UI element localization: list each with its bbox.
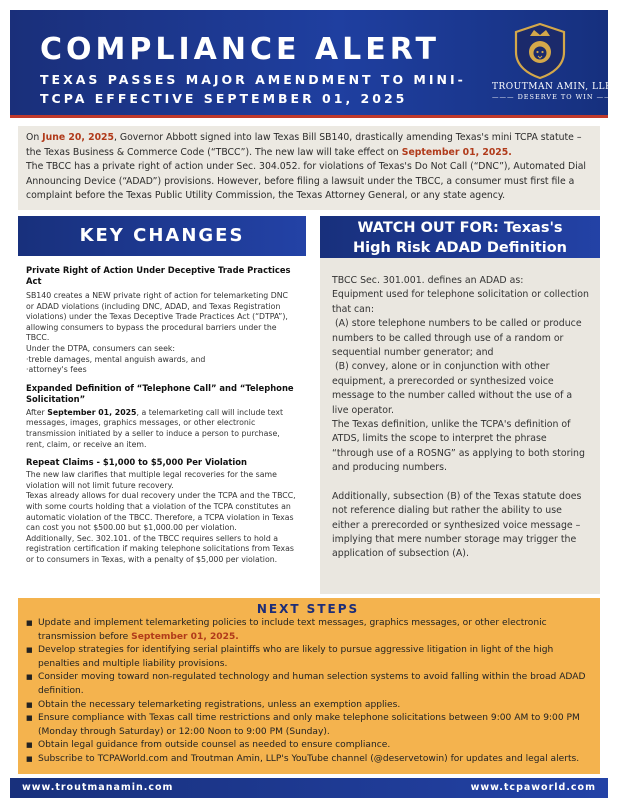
list-item: ■ Obtain the necessary telemarketing registrations, unless an exemption applies. <box>26 699 590 713</box>
alert-header <box>10 10 619 118</box>
intro-panel <box>18 126 600 210</box>
list-item: ■ Develop strategies for identifying serial plaintiffs who are likely to pursue aggressive litigation in light of the high penalties and multiple liability provisions. <box>26 644 590 671</box>
lion-crest-logo-icon <box>512 22 568 80</box>
list-item: ■ Subscribe to TCPAWorld.com and Troutman Amin, LLP's YouTube channel (@deservetowin) for updates and legal alerts. <box>26 753 590 767</box>
list-item: ■ Ensure compliance with Texas call time restrictions and only make telephone solicitations between 9:00 AM to 9:00 PM (Monday through Saturday) or 12:00 Noon to 9:00 PM (Sunday). <box>26 712 590 739</box>
intro-paragraph-2: The TBCC has a private right of action under Sec. 304.052. for violations of Texas's Do Not Call (“DNC”), Automated Dial Announcing Device (“ADAD”) provisions. However, before filing a lawsuit under the TBCC, a consumer must first file a complaint before the Texas Public Utility Commission, the Texas Attorney General, or any state agency. <box>26 161 587 202</box>
section-body: After September 01, 2025, a telemarketing call will include text messages, images, graphics messages, or other electronic transmission initiated by a seller to induce a person to purchase, rent, claim, or receive an item. <box>26 407 284 449</box>
watch-out-paragraph: The Texas definition, unlike the TCPA's definition of ATDS, limits the scope to interpret the phrase “through use of a ROSNG” as applying to both storing and producing numbers. <box>332 419 585 474</box>
section-body: Additionally, Sec. 302.101. of the TBCC requires sellers to hold a registration certification if making telephone solicitations from Texas or to consumers in Texas, with a penalty of $5,000 per violation. <box>26 533 294 564</box>
section-body: Texas already allows for dual recovery under the TCPA and the TBCC, with some courts holding that a violation of the TCPA constitutes an automatic violation of the TBCC. Therefore, a TCPA violation in Texas can cost you not $500.00 but $1,000.00 per violation. <box>26 491 296 533</box>
intro-paragraph-1: On June 20, 2025, Governor Abbott signed into law Texas Bill SB140, drastically amending Texas's mini TCPA statute – the Texas Business & Commerce Code (“TBCC”). The new law will take effect on September 01, 2025. <box>26 132 582 158</box>
footer-link-tcpaworld[interactable]: www.tcpaworld.com <box>470 782 596 793</box>
key-changes-panel <box>18 256 306 594</box>
section-body: SB140 creates a NEW private right of action for telemarketing DNC or ADAD violations (including DNC, ADAD, and Texas Registration violations) under the Texas Deceptive Trade Practices Act (“DTPA”), allowing consumers to bypass the procedural barriers under the TBCC. <box>26 291 288 343</box>
section-body: The new law clarifies that multiple legal recoveries for the same violation will not limit future recovery. <box>26 470 277 490</box>
watch-out-heading <box>320 216 600 258</box>
page-subtitle: TEXAS PASSES MAJOR AMENDMENT TO MINI-TCPA EFFECTIVE SEPTEMBER 01, 2025 <box>40 72 466 106</box>
list-item: ■ Consider moving toward non-regulated technology and human selection systems to avoid falling within the broad ADAD definition. <box>26 671 590 698</box>
watch-out-paragraph: Equipment used for telephone solicitation or collection that can: <box>332 289 589 315</box>
watch-out-paragraph: (A) store telephone numbers to be called or produce numbers to be called through use of a random or sequential number generator; and <box>332 318 582 359</box>
section-line: ·treble damages, mental anguish awards, and <box>26 354 206 364</box>
next-steps-heading: NEXT STEPS <box>256 602 360 616</box>
page-title: COMPLIANCE ALERT <box>40 32 440 67</box>
list-item: ■ Update and implement telemarketing policies to include text messages, graphics messages, or other electronic transmission before September 01, 2025. <box>26 617 590 644</box>
watch-out-paragraph: TBCC Sec. 301.001. defines an ADAD as: <box>332 275 524 286</box>
watch-out-panel <box>320 258 600 594</box>
watch-out-heading-line-2: High Risk ADAD Definition <box>353 240 567 256</box>
section-line: Under the DTPA, consumers can seek: <box>26 343 176 353</box>
firm-tagline: ——— DESERVE TO WIN ——— <box>492 93 619 101</box>
key-changes-heading: KEY CHANGES <box>18 216 306 256</box>
watch-out-paragraph: Additionally, subsection (B) of the Texas statute does not reference dialing but rather the ability to use either a prerecorded or synthesized voice message – implying that mere number storage may trigger the application of subsection (A). <box>332 490 582 560</box>
next-steps-list <box>26 617 590 767</box>
section-title: Expanded Definition of “Telephone Call” and “Telephone Solicitation” <box>26 382 294 404</box>
watch-out-heading-line-1: WATCH OUT FOR: Texas's <box>357 220 563 236</box>
section-line: ·attorney's fees <box>26 365 87 375</box>
watch-out-paragraph: (B) convey, alone or in conjunction with other equipment, a prerecorded or synthesized voice message to the number called without the use of a live operator. <box>332 361 573 416</box>
section-title: Repeat Claims - $1,000 to $5,000 Per Violation <box>26 457 248 468</box>
next-steps-panel <box>18 598 600 774</box>
list-item: ■ Obtain legal guidance from outside counsel as needed to ensure compliance. <box>26 739 590 753</box>
section-title: Private Right of Action Under Deceptive Trade Practices Act <box>26 265 291 286</box>
firm-name: TROUTMAN AMIN, LLP <box>492 82 612 92</box>
footer-link-troutmanamin[interactable]: www.troutmanamin.com <box>22 782 174 793</box>
firm-logo <box>492 22 619 101</box>
page-footer <box>10 778 608 798</box>
